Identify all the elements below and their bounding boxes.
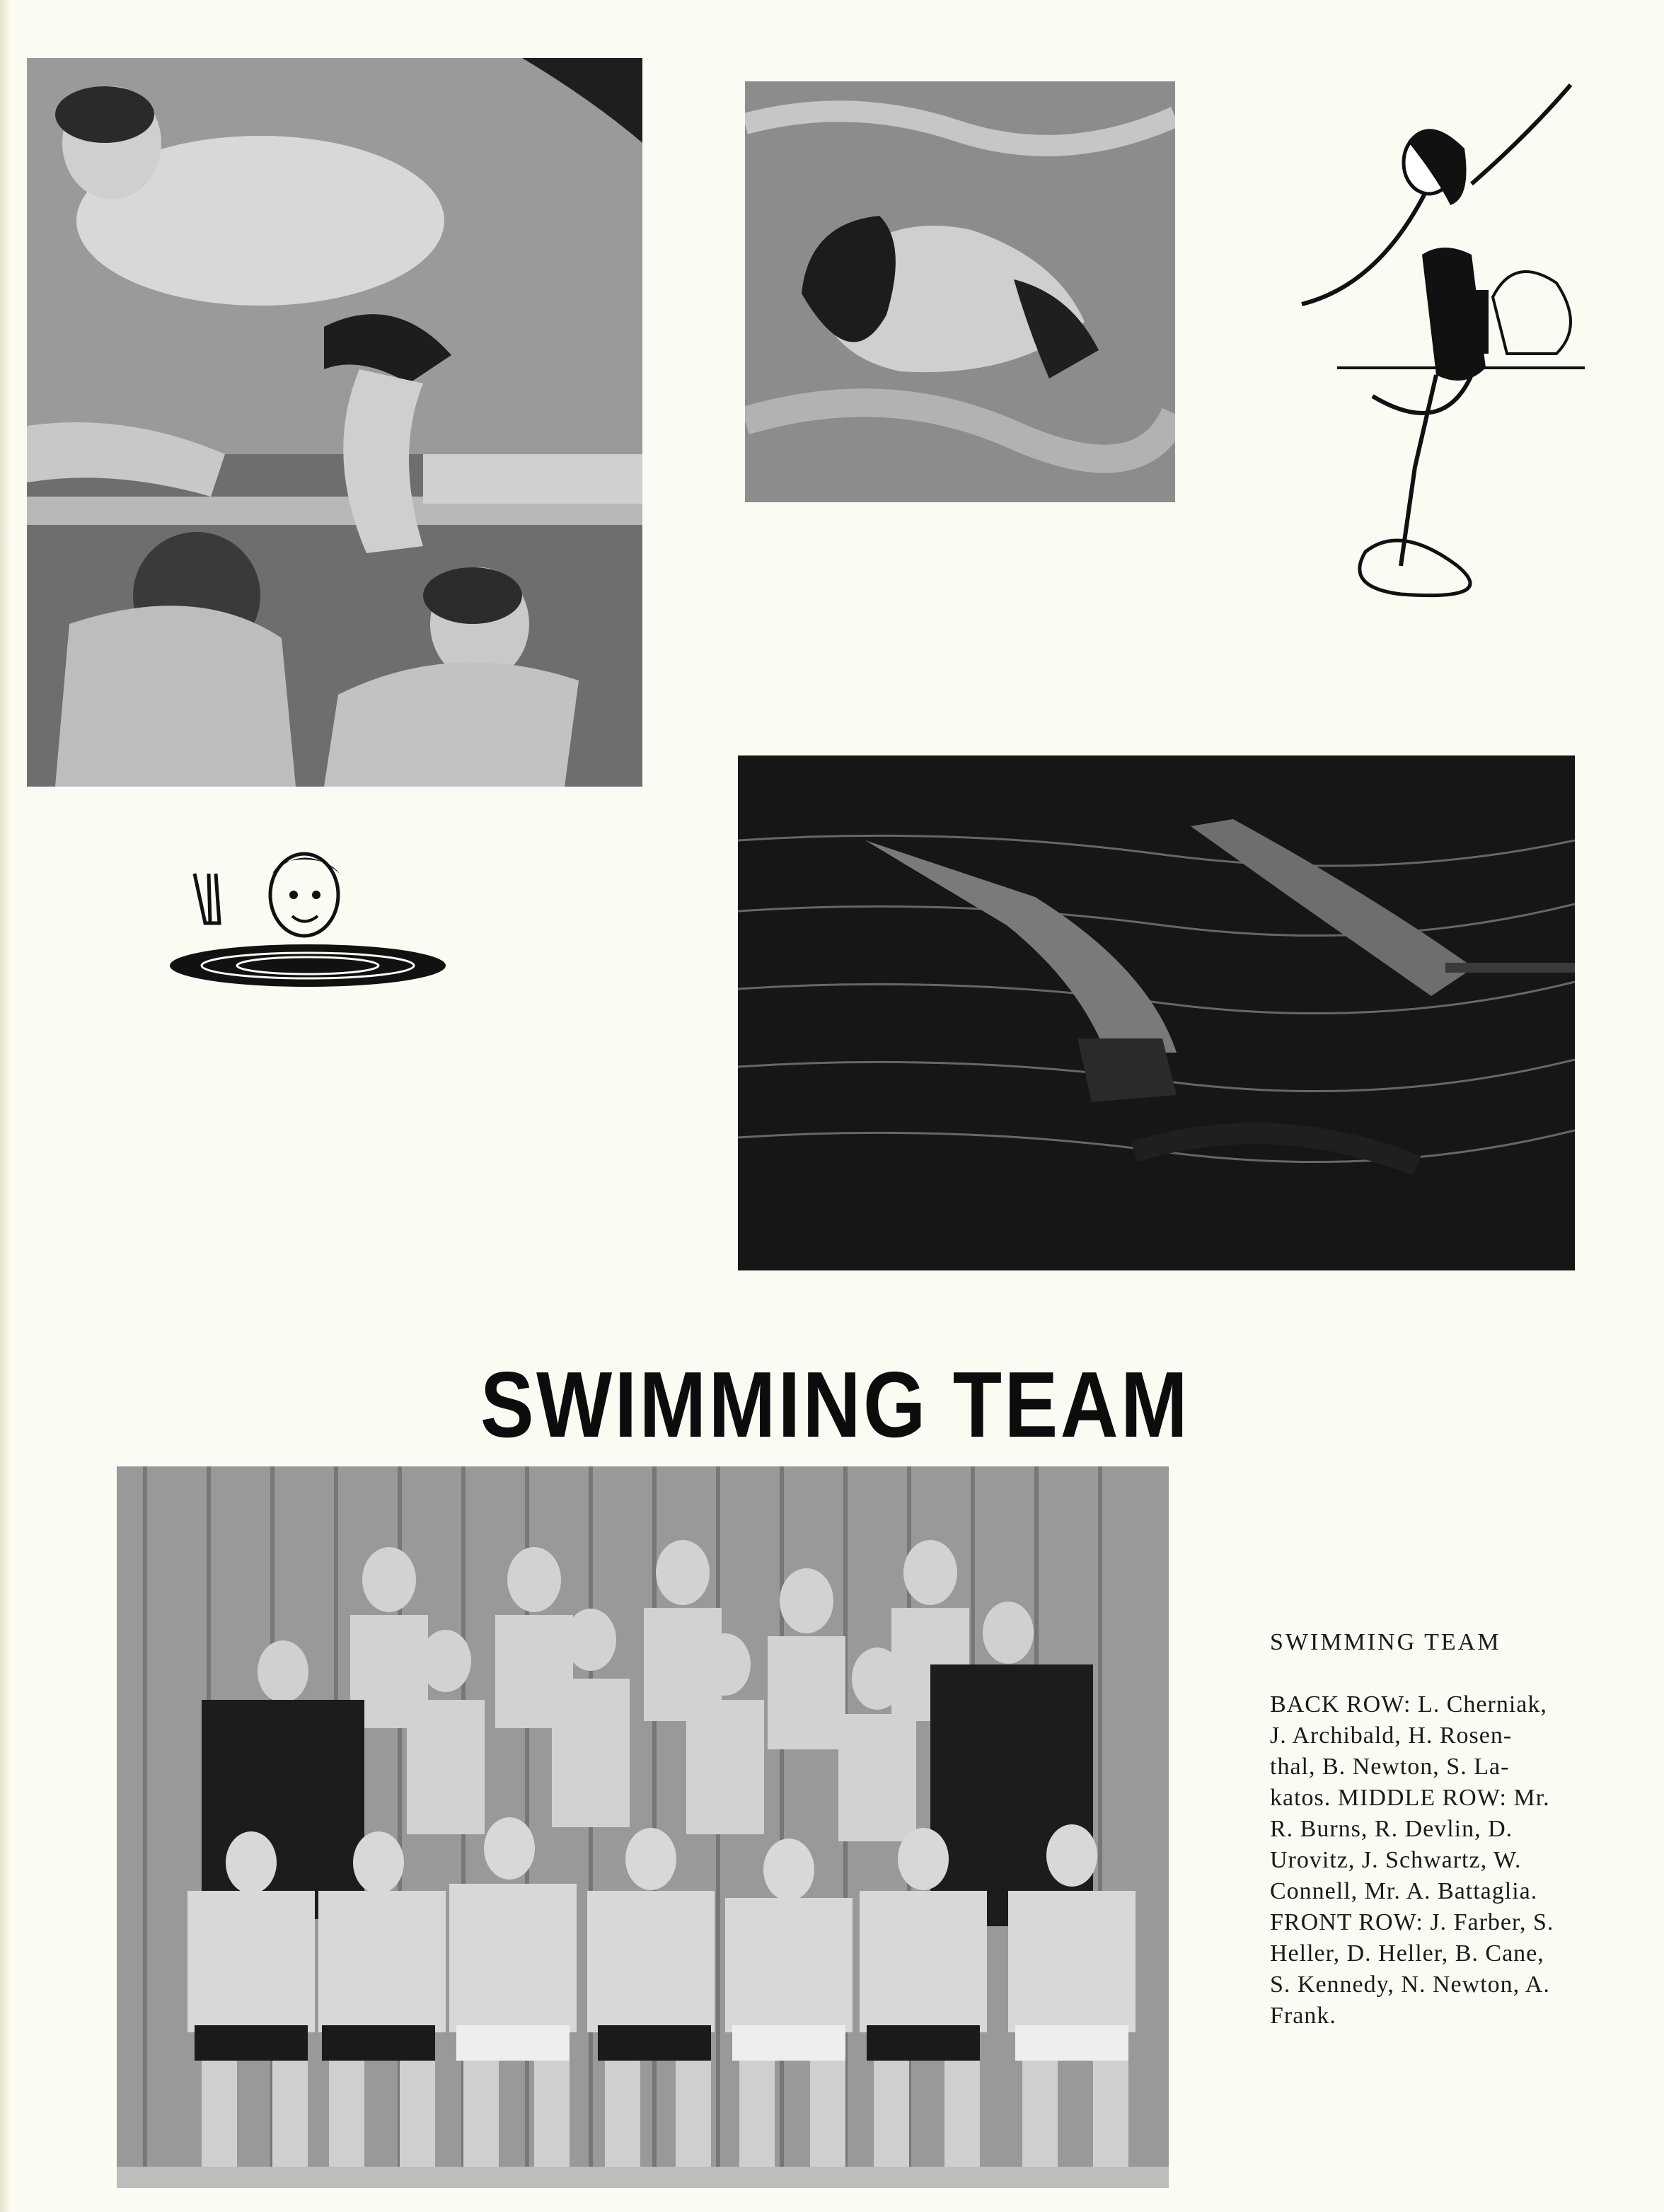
caption-line: Heller, D. Heller, B. Cane,	[1270, 1940, 1544, 1967]
cartoon-swimmer	[166, 845, 449, 990]
page-edge	[0, 0, 10, 2212]
page-title: SWIMMING TEAM	[480, 1353, 1191, 1457]
caption-title: SWIMMING TEAM	[1270, 1629, 1501, 1655]
backstroke-face-photo	[745, 81, 1175, 502]
team-photo	[117, 1466, 1169, 2188]
caption-line: FRONT ROW: J. Farber, S.	[1270, 1909, 1554, 1935]
caption-line: S. Kennedy, N. Newton, A.	[1270, 1971, 1550, 1998]
team-caption	[1270, 1627, 1624, 2032]
caption-line: R. Burns, R. Devlin, D.	[1270, 1816, 1513, 1842]
caption-line: J. Archibald, H. Rosen-	[1270, 1722, 1513, 1749]
backstroke-start-photo	[738, 755, 1575, 1270]
caption-line: BACK ROW: L. Cherniak,	[1270, 1691, 1547, 1718]
caption-line: Connell, Mr. A. Battaglia.	[1270, 1878, 1538, 1904]
caption-line: thal, B. Newton, S. La-	[1270, 1754, 1510, 1780]
caption-line: Frank.	[1270, 2003, 1336, 2029]
diving-photo	[27, 58, 642, 787]
bathing-girl-drawing	[1259, 71, 1599, 608]
caption-line: Urovitz, J. Schwartz, W.	[1270, 1847, 1522, 1873]
caption-line: katos. MIDDLE ROW: Mr.	[1270, 1785, 1550, 1811]
